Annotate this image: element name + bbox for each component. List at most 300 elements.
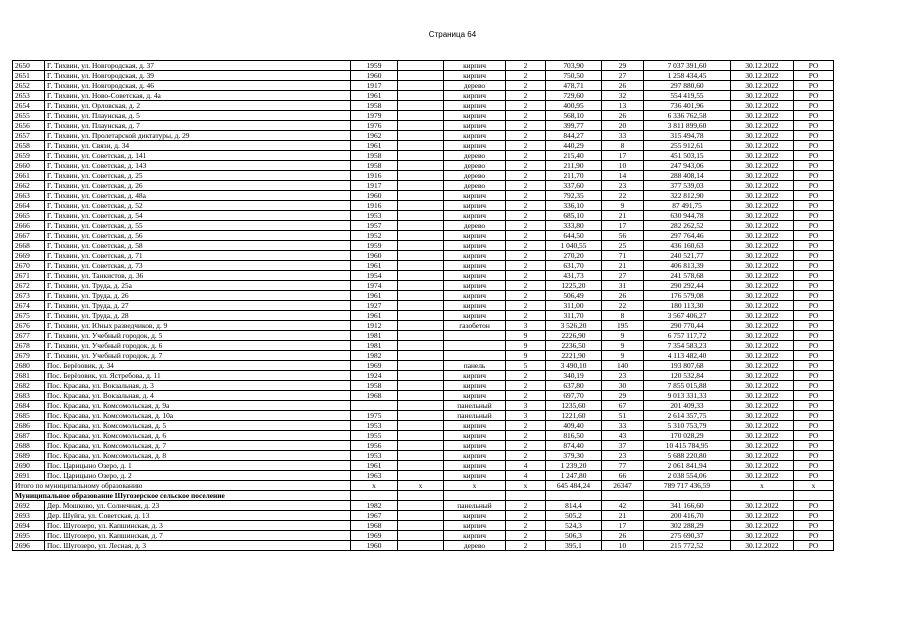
residents-cell: 26 — [602, 291, 644, 301]
address-cell: Г. Тихвин, ул. Труда, д. 28 — [45, 311, 351, 321]
row-number: 2653 — [13, 91, 45, 101]
cost-cell: 297 880,60 — [644, 81, 731, 91]
row-number: 2660 — [13, 161, 45, 171]
page-title: Страница 64 — [428, 30, 477, 39]
cost-cell: 3 811 899,60 — [644, 121, 731, 131]
floors-cell: 2 — [506, 61, 546, 71]
cost-cell: 282 262,52 — [644, 221, 731, 231]
year-cell: 1916 — [351, 171, 398, 181]
material-cell: кирпич — [444, 121, 506, 131]
date-cell: 30.12.2022 — [731, 111, 794, 121]
row-number: 2689 — [13, 451, 45, 461]
material-cell: кирпич — [444, 251, 506, 261]
wall-extra-cell — [398, 231, 444, 241]
cost-cell: 275 690,37 — [644, 531, 731, 541]
floors-cell: 2 — [506, 531, 546, 541]
wall-extra-cell — [398, 171, 444, 181]
source-cell: РО — [794, 141, 834, 151]
table-row — [13, 161, 834, 171]
material-cell — [444, 351, 506, 361]
area-cell: 340,19 — [546, 371, 602, 381]
residents-cell: 9 — [602, 351, 644, 361]
table-row — [13, 331, 834, 341]
material-cell: кирпич — [444, 231, 506, 241]
row-number: 2658 — [13, 141, 45, 151]
residents-cell: 25 — [602, 241, 644, 251]
wall-extra-cell — [398, 261, 444, 271]
source-cell: РО — [794, 211, 834, 221]
date-cell: 30.12.2022 — [731, 181, 794, 191]
residents-cell: 22 — [602, 191, 644, 201]
area-cell: 505,2 — [546, 511, 602, 521]
floors-cell: 2 — [506, 381, 546, 391]
wall-extra-cell — [398, 221, 444, 231]
source-cell: РО — [794, 91, 834, 101]
material-cell: кирпич — [444, 71, 506, 81]
residents-cell: 42 — [602, 501, 644, 511]
row-number: 2656 — [13, 121, 45, 131]
area-cell: 644,50 — [546, 231, 602, 241]
floors-cell: 2 — [506, 201, 546, 211]
cost-cell: 9 013 331,33 — [644, 391, 731, 401]
address-cell: Пос. Красава, ул. Комсомольская, д. 10а — [45, 411, 351, 421]
area-cell: 215,40 — [546, 151, 602, 161]
material-cell: дерево — [444, 161, 506, 171]
address-cell: Пос. Царицыно Озеро, д. 2 — [45, 471, 351, 481]
table-row — [13, 381, 834, 391]
residents-cell: 30 — [602, 381, 644, 391]
source-cell: РО — [794, 261, 834, 271]
residents-cell: 51 — [602, 411, 644, 421]
wall-extra-cell — [398, 211, 444, 221]
cost-cell: 247 943,06 — [644, 161, 731, 171]
cost-cell: 215 772,52 — [644, 541, 731, 551]
table-row — [13, 541, 834, 551]
cost-cell: 4 113 482,40 — [644, 351, 731, 361]
row-number: 2683 — [13, 391, 45, 401]
date-cell: 30.12.2022 — [731, 241, 794, 251]
date-cell: 30.12.2022 — [731, 131, 794, 141]
area-cell: 1 040,55 — [546, 241, 602, 251]
total-source-cell: х — [794, 481, 834, 491]
floors-cell: 2 — [506, 521, 546, 531]
table-row — [13, 261, 834, 271]
material-cell: дерево — [444, 151, 506, 161]
date-cell: 30.12.2022 — [731, 201, 794, 211]
residents-cell: 71 — [602, 251, 644, 261]
empty-cell — [444, 491, 506, 501]
address-cell: Пос. Красава, ул. Вокзальная, д. 4 — [45, 391, 351, 401]
area-cell: 506,3 — [546, 531, 602, 541]
row-number: 2652 — [13, 81, 45, 91]
row-number: 2663 — [13, 191, 45, 201]
year-cell: 1924 — [351, 371, 398, 381]
year-cell: 1961 — [351, 261, 398, 271]
year-cell: 1969 — [351, 361, 398, 371]
total-people-cell: 26347 — [602, 481, 644, 491]
cost-cell: 180 113,30 — [644, 301, 731, 311]
material-cell: кирпич — [444, 261, 506, 271]
residents-cell: 26 — [602, 111, 644, 121]
source-cell: РО — [794, 181, 834, 191]
cost-cell: 288 408,14 — [644, 171, 731, 181]
cost-cell: 10 415 784,95 — [644, 441, 731, 451]
empty-cell — [351, 491, 398, 501]
floors-cell: 2 — [506, 421, 546, 431]
floors-cell: 2 — [506, 211, 546, 221]
source-cell: РО — [794, 451, 834, 461]
floors-cell: 2 — [506, 451, 546, 461]
cost-cell: 322 812,90 — [644, 191, 731, 201]
year-cell: 1917 — [351, 181, 398, 191]
date-cell: 30.12.2022 — [731, 541, 794, 551]
floors-cell: 2 — [506, 111, 546, 121]
area-cell: 2236,50 — [546, 341, 602, 351]
year-cell: 1955 — [351, 431, 398, 441]
floors-cell: 3 — [506, 321, 546, 331]
row-number: 2673 — [13, 291, 45, 301]
row-number: 2677 — [13, 331, 45, 341]
address-cell: Г. Тихвин, ул. Новгородская, д. 39 — [45, 71, 351, 81]
year-cell: 1959 — [351, 241, 398, 251]
floors-cell: 9 — [506, 331, 546, 341]
date-cell: 30.12.2022 — [731, 451, 794, 461]
source-cell: РО — [794, 311, 834, 321]
date-cell: 30.12.2022 — [731, 531, 794, 541]
wall-extra-cell — [398, 191, 444, 201]
table-row — [13, 401, 834, 411]
housing-register-table — [12, 60, 834, 551]
floors-cell: 5 — [506, 361, 546, 371]
wall-extra-cell — [398, 251, 444, 261]
source-cell: РО — [794, 531, 834, 541]
address-cell: Г. Тихвин, ул. Труда, д. 26 — [45, 291, 351, 301]
address-cell: Г. Тихвин, ул. Учебный городок, д. 6 — [45, 341, 351, 351]
floors-cell: 2 — [506, 231, 546, 241]
table-row — [13, 151, 834, 161]
cost-cell: 315 494,78 — [644, 131, 731, 141]
residents-cell: 29 — [602, 61, 644, 71]
floors-cell: 4 — [506, 461, 546, 471]
area-cell: 631,70 — [546, 261, 602, 271]
wall-extra-cell — [398, 431, 444, 441]
floors-cell: 9 — [506, 341, 546, 351]
wall-extra-cell — [398, 461, 444, 471]
row-number: 2690 — [13, 461, 45, 471]
table-row — [13, 281, 834, 291]
residents-cell: 27 — [602, 71, 644, 81]
address-cell: Г. Тихвин, ул. Труда, д. 25а — [45, 281, 351, 291]
address-cell: Пос. Красава, ул. Комсомольская, д. 5 — [45, 421, 351, 431]
residents-cell: 56 — [602, 231, 644, 241]
table-row — [13, 111, 834, 121]
address-cell: Пос. Красава, ул. Комсомольская, д. 9а — [45, 401, 351, 411]
date-cell: 30.12.2022 — [731, 441, 794, 451]
table-row — [13, 461, 834, 471]
row-number: 2662 — [13, 181, 45, 191]
source-cell: РО — [794, 501, 834, 511]
row-number: 2696 — [13, 541, 45, 551]
date-cell: 30.12.2022 — [731, 171, 794, 181]
empty-cell — [506, 491, 546, 501]
empty-cell — [602, 491, 644, 501]
residents-cell: 140 — [602, 361, 644, 371]
year-cell — [351, 401, 398, 411]
year-cell: 1953 — [351, 451, 398, 461]
area-cell: 1225,20 — [546, 281, 602, 291]
address-cell: Г. Тихвин, ул. Советская, д. 26 — [45, 181, 351, 191]
material-cell: кирпич — [444, 511, 506, 521]
floors-cell: 2 — [506, 221, 546, 231]
cost-cell: 7 354 583,23 — [644, 341, 731, 351]
year-cell: 1960 — [351, 191, 398, 201]
table-row — [13, 101, 834, 111]
material-cell: панельный — [444, 501, 506, 511]
row-number: 2684 — [13, 401, 45, 411]
residents-cell: 27 — [602, 271, 644, 281]
section-title: Муниципальное образование Шугозерское сельское поселение — [13, 491, 351, 501]
wall-extra-cell — [398, 241, 444, 251]
source-cell: РО — [794, 441, 834, 451]
row-number: 2674 — [13, 301, 45, 311]
date-cell: 30.12.2022 — [731, 141, 794, 151]
wall-extra-cell — [398, 391, 444, 401]
area-cell: 844,27 — [546, 131, 602, 141]
residents-cell: 31 — [602, 281, 644, 291]
date-cell: 30.12.2022 — [731, 271, 794, 281]
year-cell: 1963 — [351, 471, 398, 481]
source-cell: РО — [794, 111, 834, 121]
residents-cell: 195 — [602, 321, 644, 331]
total-year-cell: х — [351, 481, 398, 491]
address-cell: Г. Тихвин, ул. Советская, д. 54 — [45, 211, 351, 221]
material-cell — [444, 341, 506, 351]
area-cell: 400,95 — [546, 101, 602, 111]
cost-cell: 302 288,29 — [644, 521, 731, 531]
table-row — [13, 421, 834, 431]
row-number: 2659 — [13, 151, 45, 161]
cost-cell: 5 310 753,79 — [644, 421, 731, 431]
material-cell: кирпич — [444, 461, 506, 471]
area-cell: 270,20 — [546, 251, 602, 261]
area-cell: 1 247,80 — [546, 471, 602, 481]
table-row — [13, 501, 834, 511]
area-cell: 333,80 — [546, 221, 602, 231]
floors-cell: 2 — [506, 371, 546, 381]
material-cell: панельный — [444, 411, 506, 421]
residents-cell: 17 — [602, 521, 644, 531]
total-floors-cell: х — [506, 481, 546, 491]
year-cell: 1976 — [351, 121, 398, 131]
year-cell: 1981 — [351, 341, 398, 351]
wall-extra-cell — [398, 121, 444, 131]
cost-cell: 255 912,61 — [644, 141, 731, 151]
address-cell: Пос. Красава, ул. Комсомольская, д. 7 — [45, 441, 351, 451]
floors-cell: 2 — [506, 91, 546, 101]
date-cell: 30.12.2022 — [731, 71, 794, 81]
area-cell: 685,10 — [546, 211, 602, 221]
material-cell: кирпич — [444, 301, 506, 311]
source-cell: РО — [794, 251, 834, 261]
material-cell: панельный — [444, 401, 506, 411]
total-material-cell: х — [444, 481, 506, 491]
address-cell: Г. Тихвин, ул. Плаунская, д. 7 — [45, 121, 351, 131]
address-cell: Г. Тихвин, ул. Учебный городок, д. 7 — [45, 351, 351, 361]
table-row — [13, 311, 834, 321]
source-cell: РО — [794, 281, 834, 291]
cost-cell: 201 409,33 — [644, 401, 731, 411]
address-cell: Г. Тихвин, ул. Советская, д. 71 — [45, 251, 351, 261]
date-cell: 30.12.2022 — [731, 311, 794, 321]
address-cell: Пос. Шугозеро, ул. Капшинская, д. 7 — [45, 531, 351, 541]
date-cell: 30.12.2022 — [731, 61, 794, 71]
date-cell: 30.12.2022 — [731, 341, 794, 351]
year-cell: 1961 — [351, 91, 398, 101]
area-cell: 431,73 — [546, 271, 602, 281]
area-cell: 750,50 — [546, 71, 602, 81]
residents-cell: 17 — [602, 151, 644, 161]
address-cell: Г. Тихвин, ул. Плаунская, д. 5 — [45, 111, 351, 121]
table-row — [13, 251, 834, 261]
material-cell: кирпич — [444, 471, 506, 481]
date-cell: 30.12.2022 — [731, 81, 794, 91]
source-cell: РО — [794, 361, 834, 371]
residents-cell: 8 — [602, 141, 644, 151]
table-row — [13, 441, 834, 451]
floors-cell: 4 — [506, 471, 546, 481]
source-cell: РО — [794, 301, 834, 311]
cost-cell: 554 419,55 — [644, 91, 731, 101]
wall-extra-cell — [398, 421, 444, 431]
row-number: 2667 — [13, 231, 45, 241]
row-number: 2687 — [13, 431, 45, 441]
source-cell: РО — [794, 341, 834, 351]
date-cell: 30.12.2022 — [731, 291, 794, 301]
material-cell: кирпич — [444, 281, 506, 291]
floors-cell: 2 — [506, 191, 546, 201]
source-cell: РО — [794, 191, 834, 201]
area-cell: 211,90 — [546, 161, 602, 171]
residents-cell: 10 — [602, 541, 644, 551]
row-number: 2664 — [13, 201, 45, 211]
floors-cell: 2 — [506, 121, 546, 131]
address-cell: Пос. Красава, ул. Комсомольская, д. 8 — [45, 451, 351, 461]
year-cell: 1982 — [351, 351, 398, 361]
row-number: 2661 — [13, 171, 45, 181]
row-number: 2675 — [13, 311, 45, 321]
source-cell: РО — [794, 271, 834, 281]
wall-extra-cell — [398, 341, 444, 351]
cost-cell: 5 688 220,80 — [644, 451, 731, 461]
wall-extra-cell — [398, 181, 444, 191]
year-cell: 1958 — [351, 381, 398, 391]
floors-cell: 2 — [506, 301, 546, 311]
date-cell: 30.12.2022 — [731, 371, 794, 381]
address-cell: Г. Тихвин, ул. Новгородская, д. 37 — [45, 61, 351, 71]
floors-cell: 2 — [506, 181, 546, 191]
material-cell: кирпич — [444, 441, 506, 451]
floors-cell: 9 — [506, 351, 546, 361]
row-number: 2694 — [13, 521, 45, 531]
material-cell: кирпич — [444, 141, 506, 151]
cost-cell: 406 813,39 — [644, 261, 731, 271]
date-cell: 30.12.2022 — [731, 191, 794, 201]
wall-extra-cell — [398, 131, 444, 141]
residents-cell: 23 — [602, 181, 644, 191]
row-number: 2678 — [13, 341, 45, 351]
year-cell: 1953 — [351, 211, 398, 221]
source-cell: РО — [794, 231, 834, 241]
wall-extra-cell — [398, 451, 444, 461]
date-cell: 30.12.2022 — [731, 121, 794, 131]
table-row — [13, 121, 834, 131]
year-cell: 1927 — [351, 301, 398, 311]
area-cell: 336,10 — [546, 201, 602, 211]
year-cell: 1952 — [351, 231, 398, 241]
address-cell: Г. Тихвин, ул. Ново-Советская, д. 4а — [45, 91, 351, 101]
table-row — [13, 531, 834, 541]
row-number: 2655 — [13, 111, 45, 121]
address-cell: Г. Тихвин, ул. Танкистов, д. 36 — [45, 271, 351, 281]
year-cell: 1961 — [351, 141, 398, 151]
area-cell: 478,71 — [546, 81, 602, 91]
row-number: 2676 — [13, 321, 45, 331]
area-cell: 379,30 — [546, 451, 602, 461]
source-cell: РО — [794, 201, 834, 211]
year-cell: 1958 — [351, 161, 398, 171]
material-cell — [444, 331, 506, 341]
material-cell: кирпич — [444, 371, 506, 381]
area-cell: 568,10 — [546, 111, 602, 121]
row-number: 2654 — [13, 101, 45, 111]
total-area-cell: 645 484,24 — [546, 481, 602, 491]
area-cell: 2226,90 — [546, 331, 602, 341]
address-cell: Г. Тихвин, ул. Советская, д. 52 — [45, 201, 351, 211]
date-cell: 30.12.2022 — [731, 151, 794, 161]
address-cell: Г. Тихвин, ул. Советская, д. 55 — [45, 221, 351, 231]
date-cell: 30.12.2022 — [731, 231, 794, 241]
area-cell: 1235,60 — [546, 401, 602, 411]
area-cell: 211,70 — [546, 171, 602, 181]
cost-cell: 7 855 015,88 — [644, 381, 731, 391]
table-row — [13, 351, 834, 361]
wall-extra-cell — [398, 281, 444, 291]
cost-cell: 290 770,44 — [644, 321, 731, 331]
material-cell: кирпич — [444, 271, 506, 281]
row-number: 2665 — [13, 211, 45, 221]
date-cell: 30.12.2022 — [731, 161, 794, 171]
year-cell: 1981 — [351, 331, 398, 341]
floors-cell: 2 — [506, 141, 546, 151]
year-cell: 1968 — [351, 521, 398, 531]
year-cell: 1953 — [351, 421, 398, 431]
area-cell: 506,49 — [546, 291, 602, 301]
wall-extra-cell — [398, 361, 444, 371]
floors-cell: 2 — [506, 391, 546, 401]
material-cell: кирпич — [444, 191, 506, 201]
address-cell: Г. Тихвин, ул. Связи, д. 34 — [45, 141, 351, 151]
floors-cell: 2 — [506, 501, 546, 511]
date-cell: 30.12.2022 — [731, 251, 794, 261]
area-cell: 311,70 — [546, 311, 602, 321]
date-cell: 30.12.2022 — [731, 471, 794, 481]
wall-extra-cell — [398, 521, 444, 531]
year-cell: 1960 — [351, 71, 398, 81]
area-cell: 395,1 — [546, 541, 602, 551]
address-cell: Пос. Царицыно Озеро, д. 1 — [45, 461, 351, 471]
date-cell: 30.12.2022 — [731, 381, 794, 391]
total-e1-cell: х — [398, 481, 444, 491]
